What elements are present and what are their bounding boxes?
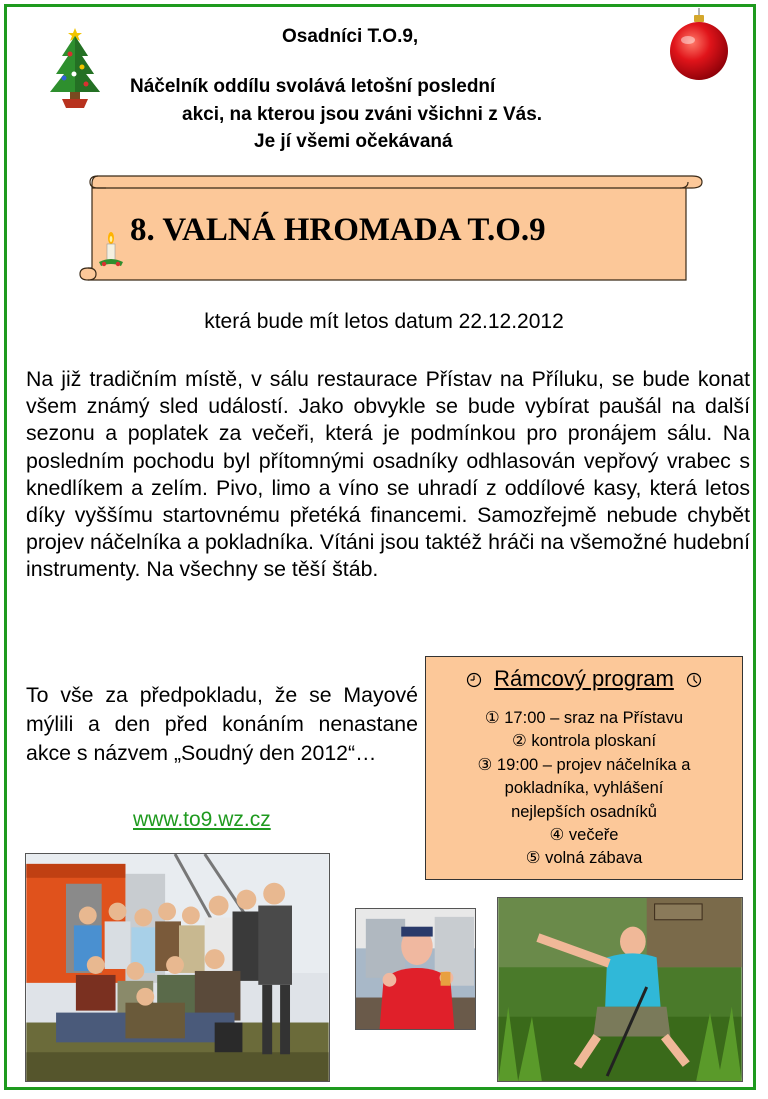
clock-icon	[466, 672, 482, 688]
program-item: nejlepších osadníků	[511, 802, 657, 821]
header-line-2: Náčelník oddílu svolává letošní poslední	[130, 76, 496, 97]
christmas-tree-icon	[44, 22, 106, 108]
candle-icon	[96, 232, 126, 272]
event-date-line: která bude mít letos datum 22.12.2012	[204, 310, 564, 333]
program-items	[426, 707, 742, 871]
program-item: ③ 19:00 – projev náčelníka a	[477, 755, 691, 774]
program-item: ② kontrola ploskaní	[511, 732, 657, 751]
header-line-1: Osadníci T.O.9,	[282, 26, 419, 47]
program-title-row	[426, 665, 742, 693]
banner-title: 8. VALNÁ HROMADA T.O.9	[130, 212, 546, 248]
website-link[interactable]: www.to9.wz.cz	[133, 808, 271, 831]
header-line-4: Je jí všemi očekávaná	[254, 131, 453, 152]
program-item: ④ večeře	[549, 826, 619, 845]
program-item: ① 17:00 – sraz na Přístavu	[484, 709, 684, 727]
program-title: Rámcový program	[494, 666, 674, 691]
secondary-paragraph: To vše za předpokladu, že se Mayové mýlili a den před konáním nenastane akce s názvem „Soudný den 2012“…	[26, 683, 418, 765]
program-box	[425, 656, 743, 880]
program-item: ⑤ volná zábava	[525, 849, 643, 868]
program-item: pokladníka, vyhlášení	[504, 779, 664, 798]
nature-photo	[497, 897, 743, 1082]
christmas-ornament-icon	[666, 8, 732, 84]
clock-icon	[686, 672, 702, 688]
main-paragraph: Na již tradičním místě, v sálu restaurace Přístav na Příluku, se bude konat všem známý sled událostí. Jako obvykle se bude vybírat paušál na další sezonu a poplatek za večeři, která je podmínkou pro pronájem sálu. Na posledním pochodu byl přítomnými osadníky odhlasován vepřový vrabec s knedlíkem a zelím. Pivo, limo a víno se uhradí z oddílové kasy, která letos díky vyššímu startovnému přetéká financemi. Samozřejmě nebude chybět projev náčelníka a pokladníka. Vítáni jsou taktéž hráči na všemožné hudební instrumenty. Na všechny se těší štáb.	[26, 367, 750, 582]
portrait-photo	[355, 908, 476, 1030]
group-photo	[25, 853, 330, 1082]
header-line-3: akci, na kterou jsou zváni všichni z Vás.	[182, 104, 543, 125]
